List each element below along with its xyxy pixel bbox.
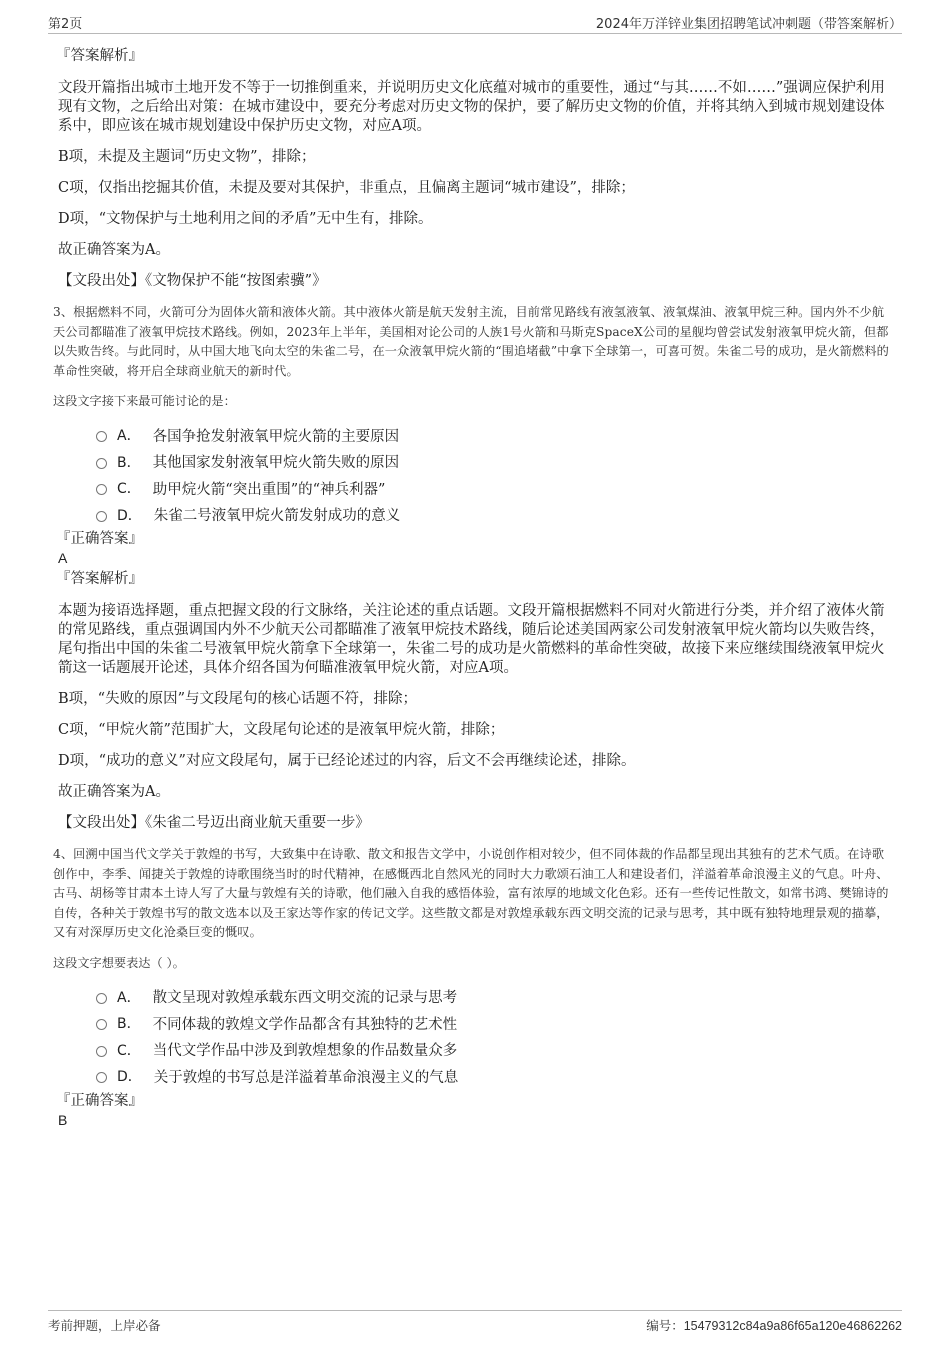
correct-answer: A — [58, 550, 68, 566]
question-4-options — [56, 984, 892, 1090]
radio-icon[interactable] — [96, 1019, 107, 1030]
radio-icon[interactable] — [96, 458, 107, 469]
conclusion: 故正确答案为A。 — [58, 784, 170, 800]
page-content — [53, 46, 892, 1129]
question-3-prompt: 这段文字接下来最可能讨论的是： — [53, 394, 236, 408]
correct-answer-label: 『正确答案』 — [56, 1092, 143, 1109]
analysis-label: 『答案解析』 — [56, 48, 143, 64]
analysis-option-b: B项，“失败的原因”与文段尾句的核心话题不符，排除； — [58, 691, 417, 707]
correct-answer: B — [58, 1111, 68, 1128]
analysis-option-c: C项，“甲烷火箭”范围扩大，文段尾句论述的是液氧甲烷火箭，排除； — [58, 722, 505, 738]
radio-icon[interactable] — [96, 993, 107, 1004]
correct-answer-label: 『正确答案』 — [56, 531, 143, 547]
option-a[interactable]: A． 各国争抢发射液氧甲烷火箭的主要原因 — [96, 422, 892, 449]
source: 【文段出处】《朱雀二号迈出商业航天重要一步》 — [58, 815, 370, 831]
page-number: 第2页 — [48, 17, 83, 32]
option-c[interactable]: C． 当代文学作品中涉及到敦煌想象的作品数量众多 — [96, 1037, 892, 1064]
analysis-text: 文段开篇指出城市土地开发不等于一切推倒重来，并说明历史文化底蕴对城市的重要性，通过“与其……不如……”强调应保护利用现有文物，之后给出对策：在城市建设中，要充分考虑对历史文物的保护，要了解历史文物的价值，并将其纳入到城市规划建设体系中，即应该在城市规划建设中保护历史文物，对应A项。 — [58, 80, 885, 134]
radio-icon[interactable] — [96, 431, 107, 442]
analysis-option-d: D项，“成功的意义”对应文段尾句，属于已经论述过的内容，后文不会再继续论述，排除。 — [58, 753, 636, 769]
option-d[interactable]: D． 关于敦煌的书写总是洋溢着革命浪漫主义的气息 — [96, 1063, 892, 1090]
question-3-options — [56, 422, 892, 528]
option-c[interactable]: C． 助甲烷火箭“突出重围”的“神兵利器” — [96, 475, 892, 502]
code-label: 编号： — [646, 1319, 684, 1333]
radio-icon[interactable] — [96, 1072, 107, 1083]
option-a[interactable]: A． 散文呈现对敦煌承载东西文明交流的记录与思考 — [96, 984, 892, 1011]
analysis-label: 『答案解析』 — [56, 571, 143, 587]
document-title: 2024年万洋锌业集团招聘笔试冲刺题（带答案解析） — [595, 17, 902, 32]
question-4-text: 4、回溯中国当代文学关于敦煌的书写，大致集中在诗歌、散文和报告文学中，小说创作相对较少，但不同体裁的作品都呈现出其独有的艺术气质。在诗歌创作中，李季、闻捷关于敦煌的诗歌围绕当时的时代精神，在感慨西北自然风光的同时大力歌颂石油工人和建设者们，洋溢着革命浪漫主义的气息。叶舟、古马、胡杨等甘肃本土诗人写了大量与敦煌有关的诗歌，他们融入自我的感悟体验，富有浓厚的地域文化色彩。还有一些传记性散文，如常书鸿、樊锦诗的自传，各种关于敦煌书写的散文选本以及王家达等作家的传记文学。这些散文都是对敦煌承载东西文明交流的记录与思考，其中既有独特地理景观的描摹，又有对深厚历史文化沧桑巨变的慨叹。 — [53, 847, 889, 939]
radio-icon[interactable] — [96, 511, 107, 522]
source: 【文段出处】《文物保护不能“按图索骥”》 — [58, 273, 327, 289]
page-footer — [48, 1310, 902, 1337]
analysis-text: 本题为接语选择题，重点把握文段的行文脉络，关注论述的重点话题。文段开篇根据燃料不同对火箭进行分类，并介绍了液体火箭的常见路线，重点强调国内外不少航天公司都瞄准了液氧甲烷技术路线，随后论述美国两家公司发射液氧甲烷火箭均以失败告终，尾句指出中国的朱雀二号液氧甲烷火箭拿下全球第一，朱雀二号的成功是火箭燃料的革命性突破，故接下来应继续围绕液氧甲烷火箭这一话题展开论述，具体介绍各国为何瞄准液氧甲烷火箭，对应A项。 — [58, 603, 885, 676]
radio-icon[interactable] — [96, 484, 107, 495]
radio-icon[interactable] — [96, 1046, 107, 1057]
analysis-option-d: D项，“文物保护与土地利用之间的矛盾”无中生有，排除。 — [58, 211, 433, 227]
option-b[interactable]: B． 其他国家发射液氧甲烷火箭失败的原因 — [96, 449, 892, 476]
analysis-option-c: C项，仅指出挖掘其价值，未提及要对其保护，非重点，且偏离主题词“城市建设”，排除； — [58, 180, 635, 196]
analysis-option-b: B项，未提及主题词“历史文物”，排除； — [58, 149, 316, 165]
option-b[interactable]: B． 不同体裁的敦煌文学作品都含有其独特的艺术性 — [96, 1010, 892, 1037]
conclusion: 故正确答案为A。 — [58, 242, 170, 258]
page-header — [48, 13, 902, 34]
question-4-prompt: 这段文字想要表达（ ）。 — [53, 955, 185, 970]
option-d[interactable]: D． 朱雀二号液氧甲烷火箭发射成功的意义 — [96, 502, 892, 529]
footer-slogan: 考前押题，上岸必备 — [48, 1318, 161, 1333]
question-3-text: 3、根据燃料不同，火箭可分为固体火箭和液体火箭。其中液体火箭是航天发射主流，目前常见路线有液氢液氧、液氧煤油、液氧甲烷三种。国内外不少航天公司都瞄准了液氧甲烷技术路线。例如，2023年上半年，美国相对论公司的人族1号火箭和马斯克SpaceX公司的星舰均曾尝试发射液氧甲烷火箭，但都以失败告终。与此同时，从中国大地飞向太空的朱雀二号，在一众液氧甲烷火箭的“围追堵截”中拿下全球第一，可喜可贺。朱雀二号的成功，是火箭燃料的革命性突破，将开启全球商业航天的新时代。 — [53, 305, 889, 378]
document-code — [646, 1316, 902, 1334]
code-value: 15479312c84a9a86f65a120e46862262 — [683, 1319, 902, 1333]
